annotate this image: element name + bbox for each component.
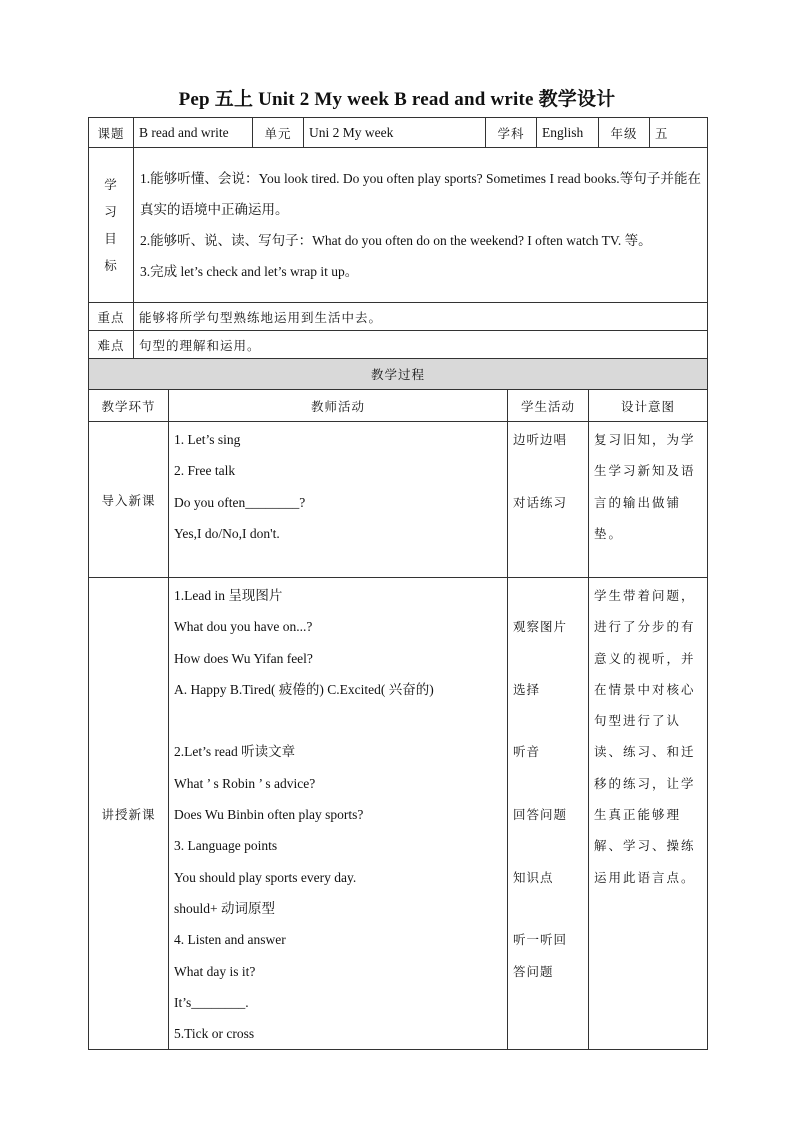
section2-student-line: 答问题 <box>513 963 554 979</box>
grade-value: 五 <box>650 118 708 148</box>
section2-teacher-line: You should play sports every day. <box>174 869 357 885</box>
section2-student-line: 回答问题 <box>513 807 568 823</box>
section1-student-line <box>513 518 583 549</box>
section2-teacher-line: What ’ s Robin ’ s advice? <box>174 775 316 791</box>
section2-student-line <box>513 830 583 861</box>
objective-1: 1.能够听懂、会说：You look tired. Do you often play sports? Sometimes I read books.等句子并能在真实的语境中正确运用。 <box>140 171 701 217</box>
section2-teacher-line: 1.Lead in 呈现图片 <box>174 588 283 603</box>
col-intent-header: 设计意图 <box>589 390 708 422</box>
section1-student-line: 对话练习 <box>513 494 568 510</box>
unit-label: 单元 <box>253 118 304 148</box>
section2-student-line: 观察图片 <box>513 619 568 635</box>
info-table <box>88 117 708 359</box>
lesson-label: 课题 <box>89 118 134 148</box>
section2-student-line: 选择 <box>513 681 541 697</box>
process-header: 教学过程 <box>89 359 708 390</box>
section2-teacher-line: 2.Let’s read 听读文章 <box>174 744 296 760</box>
section1-stage: 导入新课 <box>89 422 169 578</box>
section2-teacher-line <box>174 705 502 736</box>
section2-student-line: 知识点 <box>513 869 554 885</box>
section1-teacher-line: 2. Free talk <box>174 463 236 479</box>
section2-teacher-line: Does Wu Binbin often play sports? <box>174 807 364 823</box>
section1-teacher <box>169 422 508 578</box>
col-teacher-header: 教师活动 <box>169 390 508 422</box>
section2-teacher-line: How does Wu Yifan feel? <box>174 650 313 666</box>
subject-value: English <box>537 118 599 148</box>
key-points-label: 重点 <box>89 303 134 331</box>
section2-stage: 讲授新课 <box>89 578 169 1050</box>
section2-teacher-line: should+ 动词原型 <box>174 900 275 916</box>
section2-student-line <box>513 1018 583 1049</box>
objectives-cell <box>134 148 708 303</box>
section1-teacher-line: Yes,I do/No,I don't. <box>174 525 280 541</box>
section2-teacher-line: What day is it? <box>174 963 256 979</box>
section2-student-line <box>513 768 583 799</box>
section2-teacher-line: 3. Language points <box>174 838 278 854</box>
section2-student-line <box>513 987 583 1018</box>
objectives-label: 学习目标 <box>89 148 134 303</box>
section2-teacher-line: It’s________. <box>174 994 249 1010</box>
section1-intent: 复习旧知，为学生学习新知及语言的输出做铺垫。 <box>589 422 708 578</box>
section2-student-line <box>513 580 583 611</box>
key-points-value: 能够将所学句型熟练地运用到生活中去。 <box>134 303 708 331</box>
objective-3: 3.完成 let’s check and let’s wrap it up。 <box>140 264 359 279</box>
col-student-header: 学生活动 <box>508 390 589 422</box>
objective-2: 2.能够听、说、读、写句子：What do you often do on the weekend? I often watch TV. 等。 <box>140 233 652 248</box>
section2-student-line <box>513 643 583 674</box>
section1-student <box>508 422 589 578</box>
col-stage-header: 教学环节 <box>89 390 169 422</box>
grade-label: 年级 <box>599 118 650 148</box>
section2-intent: 学生带着问题，进行了分步的有意义的视听，并在情景中对核心句型进行了认读、练习、和迁移的练习，让学生真正能够理解、学习、操练运用此语言点。 <box>589 578 708 1050</box>
process-table <box>88 358 708 1050</box>
document-title: Pep 五上 Unit 2 My week B read and write 教学设计 <box>178 89 616 110</box>
section2-student <box>508 578 589 1050</box>
section1-teacher-line: Do you often________? <box>174 494 306 510</box>
section2-teacher-line: 5.Tick or cross <box>174 1026 255 1042</box>
section2-student-line <box>513 705 583 736</box>
section2-student-line <box>513 893 583 924</box>
difficulties-value: 句型的理解和运用。 <box>134 331 708 359</box>
section2-teacher <box>169 578 508 1050</box>
subject-label: 学科 <box>486 118 537 148</box>
section1-student-line: 边听边唱 <box>513 432 568 447</box>
difficulties-label: 难点 <box>89 331 134 359</box>
unit-value: Uni 2 My week <box>304 118 486 148</box>
lesson-value: B read and write <box>134 118 253 148</box>
section2-teacher-line: What dou you have on...? <box>174 619 313 635</box>
section1-teacher-line: 1. Let’s sing <box>174 432 241 447</box>
section1-student-line <box>513 455 583 486</box>
section2-teacher-line: A. Happy B.Tired( 疲倦的) C.Excited( 兴奋的) <box>174 681 434 697</box>
section2-student-line: 听音 <box>513 744 541 760</box>
section2-teacher-line: 4. Listen and answer <box>174 932 286 948</box>
section2-student-line: 听一听回 <box>513 932 568 948</box>
